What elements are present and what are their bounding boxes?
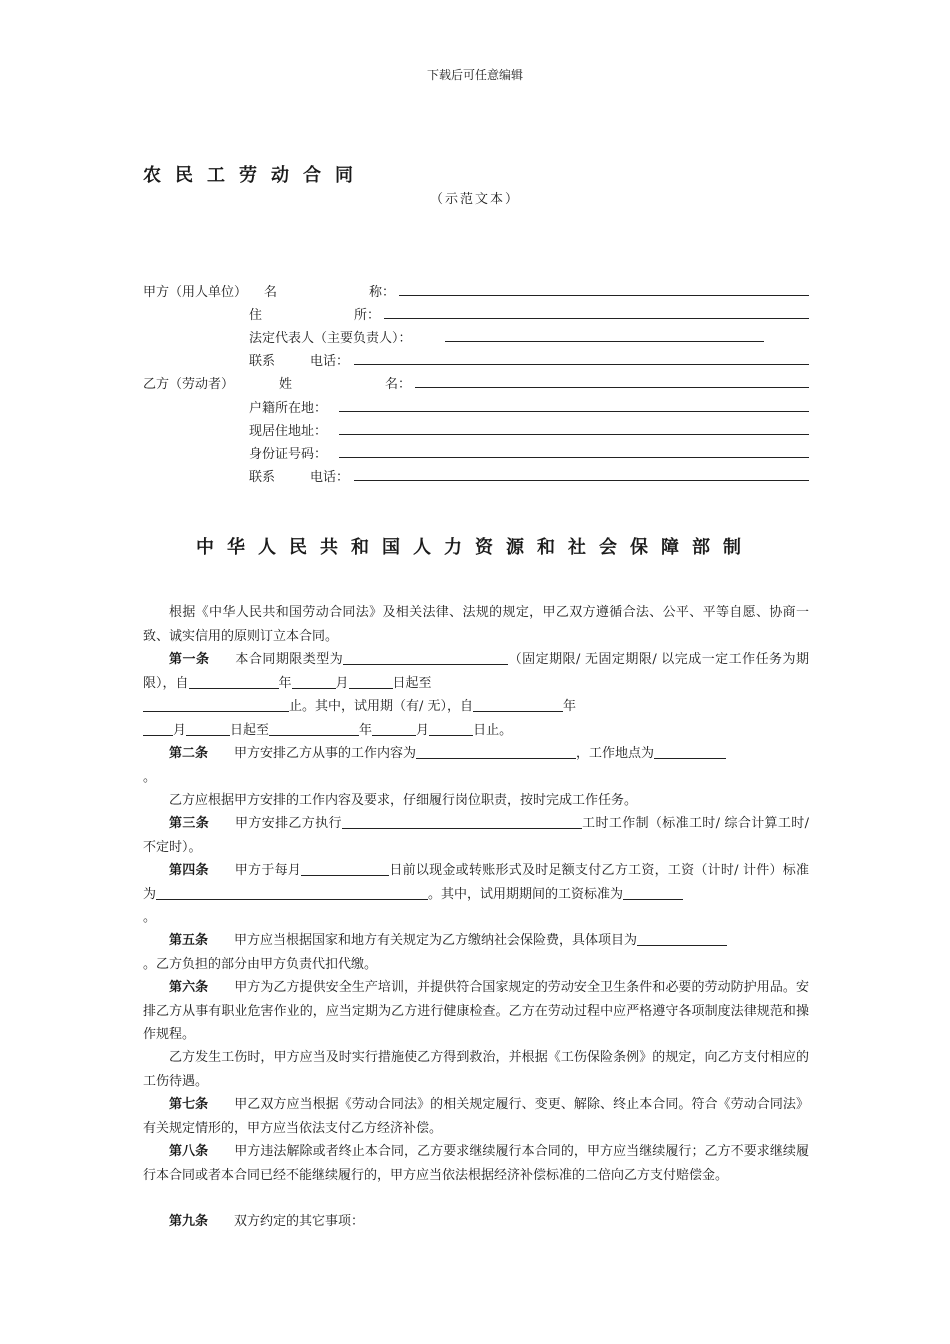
party-a-name-label-2: 称： xyxy=(369,285,396,300)
work-location-label: ，工作地点为 xyxy=(576,746,655,761)
article-7 xyxy=(143,1093,809,1140)
work-hours-system-field[interactable] xyxy=(342,815,582,829)
party-a-phone-field[interactable] xyxy=(354,364,809,365)
article-5-text: 甲方应当根据国家和地方有关规定为乙方缴纳社会保险费，具体项目为 xyxy=(234,933,638,948)
probation-start-month-field[interactable] xyxy=(143,722,173,736)
work-content-field[interactable] xyxy=(416,745,576,759)
probation-text: 止。其中，试用期（有/ 无），自 xyxy=(289,699,474,714)
article-1-text-2: （固定期限/ 无固定期限/ 以完成一定工作任务为期限），自 xyxy=(143,652,809,691)
article-4 xyxy=(143,859,809,930)
party-a-name-field[interactable] xyxy=(399,295,809,296)
party-a-address-label-2: 所： xyxy=(354,308,381,323)
party-a-legal-rep-field[interactable] xyxy=(445,341,764,342)
month-label: 月 xyxy=(335,675,349,691)
article-3 xyxy=(143,812,809,859)
until-label: 日止。 xyxy=(473,722,513,738)
article-3-lead: 第三条 xyxy=(169,816,210,831)
article-7-text: 甲乙双方应当根据《劳动合同法》的相关规定履行、变更、解除、终止本合同。符合《劳动合同法》有关规定情形的，甲方应当依法支付乙方经济补偿。 xyxy=(143,1097,809,1136)
article-2-lead: 第二条 xyxy=(169,746,209,761)
party-a-heading: 甲方（用人单位） xyxy=(143,285,248,300)
article-2 xyxy=(143,742,809,789)
article-6 xyxy=(143,976,809,1047)
party-a-legal-rep-label: 法定代表人（主要负责人）： xyxy=(249,331,412,346)
article-4-lead: 第四条 xyxy=(169,863,209,878)
header-note: 下载后可任意编辑 xyxy=(426,68,523,82)
party-b-name-field[interactable] xyxy=(415,387,809,388)
article-2-text: 甲方安排乙方从事的工作内容为 xyxy=(234,746,417,761)
party-a-phone-label-2: 电话： xyxy=(310,354,350,369)
party-a-address-label-1: 住 xyxy=(249,308,263,323)
month-label: 月 xyxy=(416,722,430,738)
document-subtitle: （示范文本） xyxy=(429,192,520,207)
probation-end-year-field[interactable] xyxy=(269,722,359,736)
article-1-lead: 第一条 xyxy=(169,652,210,667)
article-8-lead: 第八条 xyxy=(169,1144,209,1159)
article-9 xyxy=(143,1210,809,1234)
article-3-text-2: 工时工作制（标准工时/ 综合计算工时/ 不定时）。 xyxy=(143,816,809,855)
period: 。 xyxy=(143,769,157,785)
article-1-text: 本合同期限类型为 xyxy=(235,652,344,667)
year-label: 年 xyxy=(278,675,292,691)
probation-wage-field[interactable] xyxy=(623,886,683,900)
article-5-text-2: 。乙方负担的部分由甲方负责代扣代缴。 xyxy=(143,956,378,972)
insurance-items-field[interactable] xyxy=(637,932,727,946)
article-8-text: 甲方违法解除或者终止本合同，乙方要求继续履行本合同的，甲方应当继续履行；乙方不要求继续履行本合同或者本合同已经不能继续履行的，甲方应当依法根据经济补偿标准的二倍向乙方支付赔偿金。 xyxy=(143,1144,809,1183)
period: 。 xyxy=(143,910,157,925)
party-b-residence-label: 现居住地址： xyxy=(249,424,328,439)
article-5-lead: 第五条 xyxy=(169,933,209,948)
article-9-text: 双方约定的其它事项： xyxy=(234,1214,365,1229)
article-5 xyxy=(143,929,809,976)
party-a-address-field[interactable] xyxy=(384,318,809,319)
start-year-field[interactable] xyxy=(189,675,279,689)
preamble: 根据《中华人民共和国劳动合同法》及相关法律、法规的规定，甲乙双方遵循合法、公平、平等自愿、协商一致、诚实信用的原则订立本合同。 xyxy=(143,605,809,644)
contract-term-type-field[interactable] xyxy=(343,651,508,665)
from-label: 日起至 xyxy=(392,675,432,691)
end-date-field[interactable] xyxy=(143,698,289,712)
year-label: 年 xyxy=(359,722,373,738)
year-label: 年 xyxy=(563,699,577,714)
start-month-field[interactable] xyxy=(292,675,336,689)
party-b-phone-label-2: 电话： xyxy=(310,470,350,485)
party-b-hukou-field[interactable] xyxy=(339,411,809,412)
probation-start-day-field[interactable] xyxy=(186,722,230,736)
article-8 xyxy=(143,1140,809,1187)
pay-day-field[interactable] xyxy=(301,862,389,876)
party-b-id-field[interactable] xyxy=(339,457,809,458)
party-b-name-label-2: 名： xyxy=(385,377,412,392)
article-4-text: 甲方于每月 xyxy=(234,863,302,878)
party-b-phone-field[interactable] xyxy=(354,480,809,481)
article-6-para-2: 乙方发生工伤时，甲方应当及时实行措施使乙方得到救治，并根据《工伤保险条例》的规定，向乙方支付相应的工伤待遇。 xyxy=(143,1050,809,1089)
party-b-hukou-label: 户籍所在地： xyxy=(249,401,328,416)
party-b-heading: 乙方（劳动者） xyxy=(143,377,235,392)
article-4-text-3: 。其中，试用期期间的工资标准为 xyxy=(428,886,624,902)
article-6-text: 甲方为乙方提供安全生产培训，并提供符合国家规定的劳动安全卫生条件和必要的劳动防护用品。安排乙方从事有职业危害作业的，应当定期为乙方进行健康检查。乙方在劳动过程中应严格遵守各项制度法律规范和操作规程。 xyxy=(143,980,809,1042)
month-label: 月 xyxy=(173,722,187,738)
article-7-lead: 第七条 xyxy=(169,1097,209,1112)
party-b-name-label-1: 姓 xyxy=(279,377,293,392)
party-a-phone-label-1: 联系 xyxy=(249,354,276,369)
article-3-text: 甲方安排乙方执行 xyxy=(235,816,342,831)
work-location-field[interactable] xyxy=(654,745,726,759)
article-1 xyxy=(143,648,809,695)
article-9-lead: 第九条 xyxy=(169,1214,209,1229)
document-title: 农民工劳动合同 xyxy=(143,165,367,186)
wage-standard-field[interactable] xyxy=(156,886,428,900)
party-a-name-label-1: 名 xyxy=(264,285,278,300)
party-b-id-label: 身份证号码： xyxy=(249,447,328,462)
probation-start-year-field[interactable] xyxy=(473,698,563,712)
start-day-field[interactable] xyxy=(349,675,393,689)
party-b-residence-field[interactable] xyxy=(339,434,809,435)
issuing-ministry: 中华人民共和国人力资源和社会保障部制 xyxy=(196,537,754,558)
probation-end-day-field[interactable] xyxy=(429,722,473,736)
article-6-lead: 第六条 xyxy=(169,980,209,995)
party-b-phone-label-1: 联系 xyxy=(249,470,276,485)
from-label: 日起至 xyxy=(230,722,270,738)
article-2-para-2: 乙方应根据甲方安排的工作内容及要求，仔细履行岗位职责，按时完成工作任务。 xyxy=(169,793,638,808)
probation-end-month-field[interactable] xyxy=(372,722,416,736)
article-4-text-2: 日前以现金或转账形式及时足额支付乙方工资，工资（计时/ 计件）标准为 xyxy=(143,863,809,902)
article-1-cont xyxy=(143,695,809,742)
